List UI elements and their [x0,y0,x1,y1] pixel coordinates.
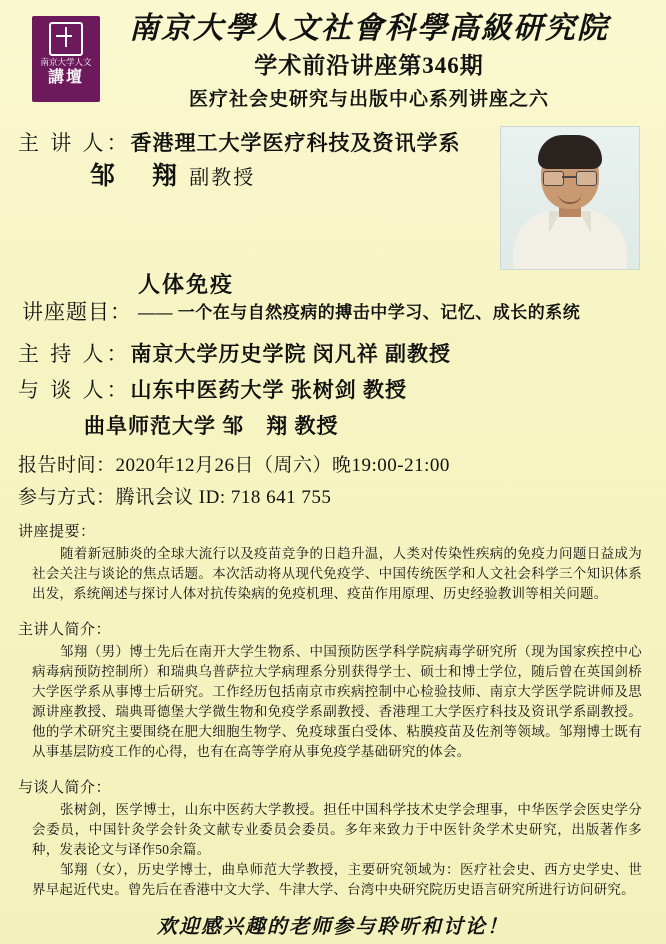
spacer-2 [18,762,648,770]
logo-small-text: 南京大学人文 [40,57,92,67]
discussant-label: 与 谈 人： [18,378,131,402]
time-row [18,450,648,482]
topic-title: 人体免疫 [138,272,235,297]
speaker-label: 主 讲 人： [18,131,131,155]
discussant-row-1 [18,372,648,408]
join-row [18,482,648,514]
topic-section [18,270,648,336]
portrait-glasses-left [543,171,564,186]
topic-label: 讲座题目： [22,300,132,324]
discussant-value-1: 山东中医药大学 张树剑 教授 [130,378,407,402]
institute-logo [32,16,100,102]
portrait-glasses-right [576,171,597,186]
pagoda-icon [49,22,83,56]
abstract-text: 随着新冠肺炎的全球大流行以及疫苗竞争的日趋升温，人类对传染性疾病的免疫力问题日益成为社会关注与谈论的焦点话题。本次活动将从现代免疫学、中国传统医学和人文社会科学三个知识体系出发，系统阐述与探讨人体对抗传染病的免疫机理、疫苗作用原理、历史经验教训等相关问题。 [32,546,642,601]
discussant-row-2 [18,408,648,444]
info-section [18,450,648,514]
logo-big-text: 講壇 [47,69,84,86]
abstract-section [18,520,648,604]
discussant-bio-heading: 与谈人简介： [18,780,112,796]
time-value: 2020年12月26日（周六）晚19:00-21:00 [115,455,450,476]
speaker-section [18,126,648,266]
lecture-number: 学术前沿讲座第346期 [254,53,484,78]
poster-header [18,10,648,114]
portrait-body [513,209,627,270]
speaker-bio-text: 邹翔（男）博士先后在南开大学生物系、中国预防医学科学院病毒学研究所（现为国家疾控中心病毒病预防控制所）和瑞典乌普萨拉大学病理系分别获得学士、硕士和博士学位，随后曾在英国剑桥大学医学系从事博士后研究。工作经历包括南京市疾病控制中心检验技师、南京大学医学院讲师及思源讲座教授、瑞典哥德堡大学微生物和免疫学系副教授、香港理工大学医疗科技及资讯学系副教授。他的学术研究主要围绕在肥大细胞生物学、免疫球蛋白受体、粘膜疫苗及佐剂等领域。邹翔博士既有从事基层防疫工作的心得，也有在高等学府从事免疫学基础研究的体会。 [32,644,642,759]
discussant-value-2: 曲阜师范大学 邹 翔 教授 [84,414,339,438]
speaker-bio-section [18,618,648,762]
time-label: 报告时间： [18,455,116,476]
discussant-bio-text-1: 张树剑，医学博士，山东中医药大学教授。担任中国科学技术史学会理事，中华医学会医史学分会委员，中国针灸学会针灸文献专业委员会委员。多年来致力于中医针灸学术史研究，出版著作多种，发表论文与译作50余篇。 [32,802,642,857]
portrait-glasses-bridge [562,176,576,178]
join-value: 腾讯会议 ID: 718 641 755 [115,487,332,508]
discussant-bio-text-2: 邹翔（女），历史学博士，曲阜师范大学教授，主要研究领域为：医疗社会史、西方史学史、世界早起近代史。曾先后在香港中文大学、牛津大学、台湾中央研究院历史语言研究所进行访问研究。 [32,862,642,897]
speaker-portrait [500,126,640,270]
series-title: 医疗社会史研究与出版中心系列讲座之六 [188,89,549,110]
host-label: 主 持 人： [18,342,131,366]
speaker-bio-heading: 主讲人简介： [18,622,112,638]
host-row [18,336,648,372]
join-label: 参与方式： [18,487,116,508]
spacer-1 [18,604,648,612]
title-block [18,10,648,114]
abstract-heading: 讲座提要： [18,524,96,540]
institute-title: 南京大學人文社會科學高級研究院 [129,12,609,45]
topic-description: —— 一个在与自然疫病的搏击中学习、记忆、成长的系统 [138,303,581,322]
host-value: 南京大学历史学院 闵凡祥 副教授 [130,342,451,366]
speaker-name: 邹 翔 [90,163,184,190]
speaker-title: 副教授 [189,167,256,189]
discussant-bio-section [18,776,648,900]
speaker-affiliation: 香港理工大学医疗科技及资讯学系 [130,131,461,155]
welcome-footer: 欢迎感兴趣的老师参与聆听和讨论！ [157,916,509,938]
portrait-hair [538,135,602,169]
